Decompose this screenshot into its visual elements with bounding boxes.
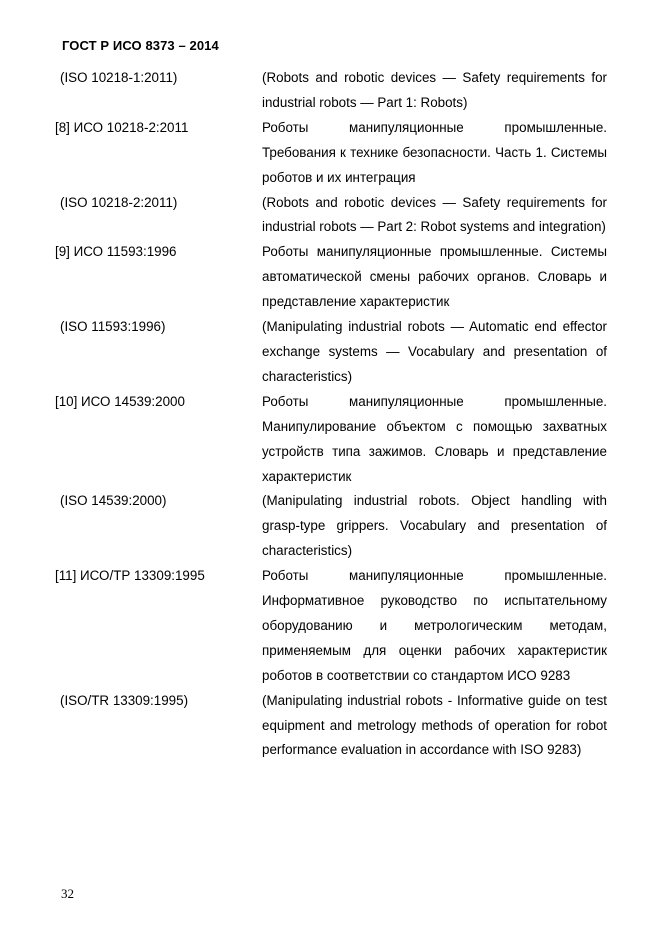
reference-entry — [55, 66, 607, 116]
reference-description: (Manipulating industrial robots — Automatic end effector exchange systems — Vocabulary and presentation of characteristics) — [262, 319, 607, 384]
reference-description: (Manipulating industrial robots - Informative guide on test equipment and metrology methods of operation for robot performance evaluation in accordance with ISO 9283) — [262, 692, 607, 758]
document-header: ГОСТ Р ИСО 8373 – 2014 — [62, 38, 219, 53]
reference-description: Роботы манипуляционные промышленные. Системы автоматической смены рабочих органов. Словарь и представление характеристик — [262, 244, 607, 310]
reference-list — [55, 66, 607, 763]
reference-entry — [55, 489, 607, 564]
reference-entry — [55, 390, 607, 490]
reference-code: (ISO 10218-1:2011) — [60, 70, 178, 85]
reference-code: (ISO 11593:1996) — [60, 319, 166, 335]
reference-code: (ISO 10218-2:2011) — [60, 194, 178, 210]
reference-entry — [55, 315, 607, 390]
reference-entry — [55, 116, 607, 191]
reference-code: [11] ИСО/ТР 13309:1995 — [55, 568, 205, 584]
reference-entry — [55, 191, 607, 241]
reference-code: (ISO/TR 13309:1995) — [60, 692, 189, 708]
reference-description: Роботы манипуляционные промышленные. Информативное руководство по испытательному оборудованию и метрологическим методам, применяемым для оценки рабочих характеристик роботов в соответствии со стандартом ИСО 9283 — [262, 568, 607, 683]
reference-code: [9] ИСО 11593:1996 — [55, 244, 177, 260]
reference-code: [8] ИСО 10218-2:2011 — [55, 119, 189, 135]
reference-code: (ISO 14539:2000) — [60, 493, 167, 509]
reference-description: Роботы манипуляционные промышленные. Манипулирование объектом с помощью захватных устройств типа зажимов. Словарь и представление характеристик — [262, 393, 607, 484]
reference-code: [10] ИСО 14539:2000 — [55, 393, 185, 409]
reference-entry — [55, 240, 607, 315]
reference-entry — [55, 689, 607, 764]
reference-description: (Manipulating industrial robots. Object handling with grasp-type grippers. Vocabulary and presentation of characteristics) — [262, 493, 607, 559]
reference-description: (Robots and robotic devices — Safety requirements for industrial robots — Part 2: Robot systems and integration) — [262, 194, 607, 235]
reference-description: (Robots and robotic devices — Safety requirements for industrial robots — Part 1: Robots) — [262, 70, 607, 110]
reference-description: Роботы манипуляционные промышленные. Требования к технике безопасности. Часть 1. Системы роботов и их интеграция — [262, 119, 607, 185]
reference-entry — [55, 564, 607, 689]
page-number: 32 — [61, 886, 74, 901]
